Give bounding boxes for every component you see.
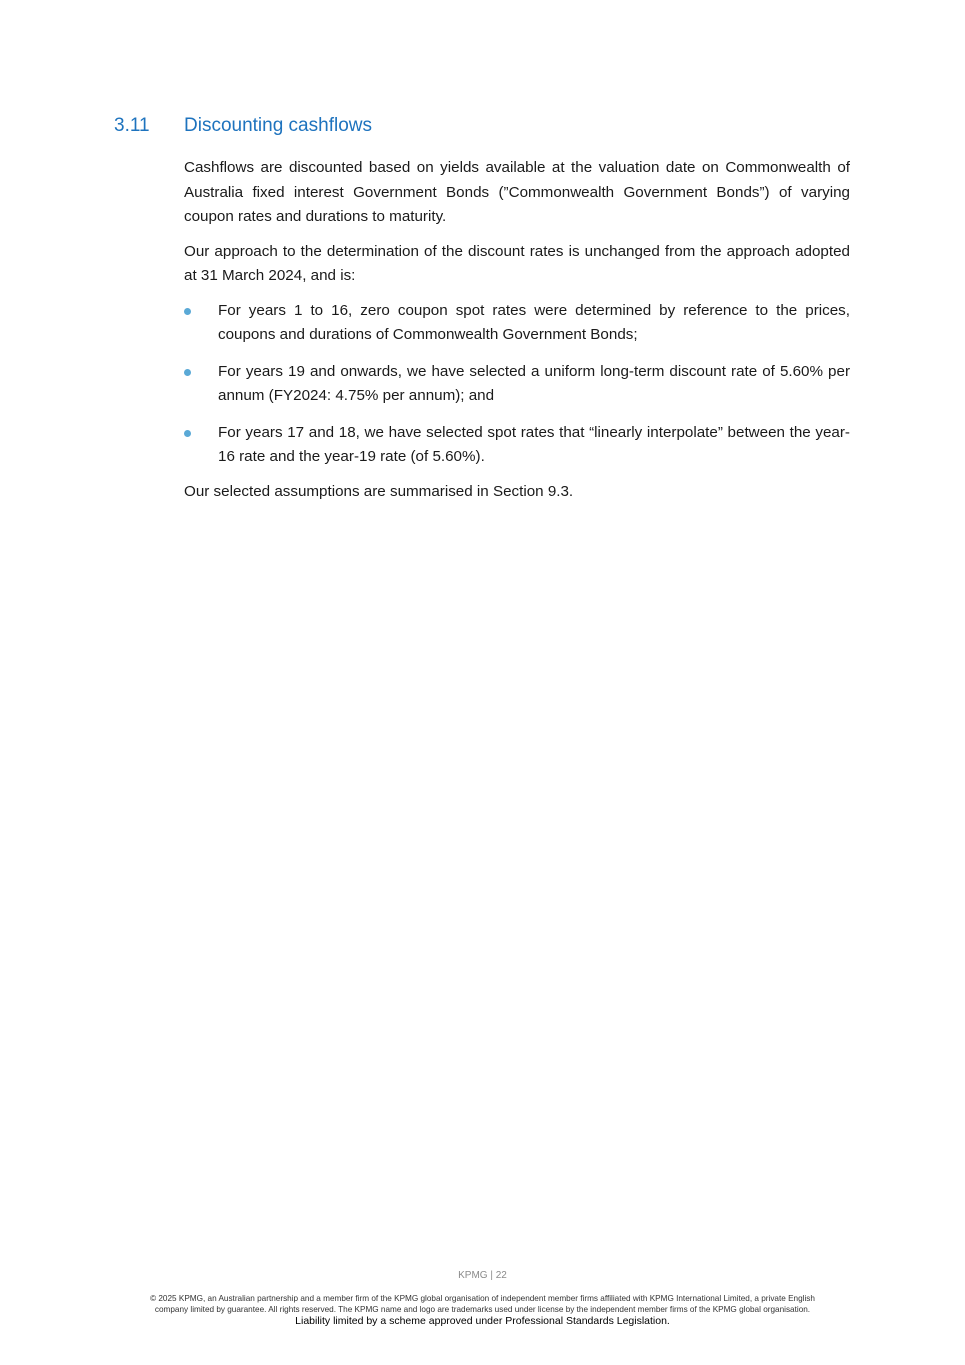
footer-copyright-line-1: © 2025 KPMG, an Australian partnership and a member firm of the KPMG global organisation of independent member firms affiliated with KPMG International Limited, a private English (150, 1294, 815, 1303)
section-number: 3.11 (114, 115, 150, 136)
bullet-text: For years 19 and onwards, we have selected a uniform long-term discount rate of 5.60% per annum (FY2024: 4.75% per annum); and (218, 362, 850, 404)
bullet-item-years-17-18 (184, 421, 850, 470)
bullet-dot-icon (184, 308, 191, 315)
paragraph-approach: Our approach to the determination of the discount rates is unchanged from the approach adopted at 31 March 2024, and is: (184, 242, 850, 284)
bullet-dot-icon (184, 369, 191, 376)
footer-copyright-line-2: company limited by guarantee. All rights reserved. The KPMG name and logo are trademarks used under license by the independent member firms of the KPMG global organisation. (154, 1304, 811, 1314)
bullet-text: For years 17 and 18, we have selected spot rates that “linearly interpolate” between the year-16 rate and the year-19 rate (of 5.60%). (218, 423, 850, 465)
section-heading (114, 115, 854, 137)
footer-page-number: KPMG | 22 (458, 1270, 507, 1281)
bullet-text: For years 1 to 16, zero coupon spot rates were determined by reference to the prices, coupons and durations of Commonwealth Government Bonds; (218, 301, 850, 343)
section-body (184, 156, 850, 514)
paragraph-summary: Our selected assumptions are summarised in Section 9.3. (184, 482, 574, 500)
bullet-dot-icon (184, 430, 191, 437)
footer-copyright (90, 1294, 875, 1315)
bullet-item-years-1-16 (184, 299, 850, 348)
bullet-item-years-19-onwards (184, 360, 850, 409)
section-title: Discounting cashflows (184, 115, 372, 136)
footer-liability: Liability limited by a scheme approved under Professional Standards Legislation. (295, 1315, 670, 1327)
discount-rate-bullet-list (184, 299, 850, 470)
paragraph-cashflows-discounted: Cashflows are discounted based on yields available at the valuation date on Commonwealth of Australia fixed interest Government Bonds (”Commonwealth Government Bonds”) of varying coupon rates and durations to maturity. (184, 159, 850, 225)
